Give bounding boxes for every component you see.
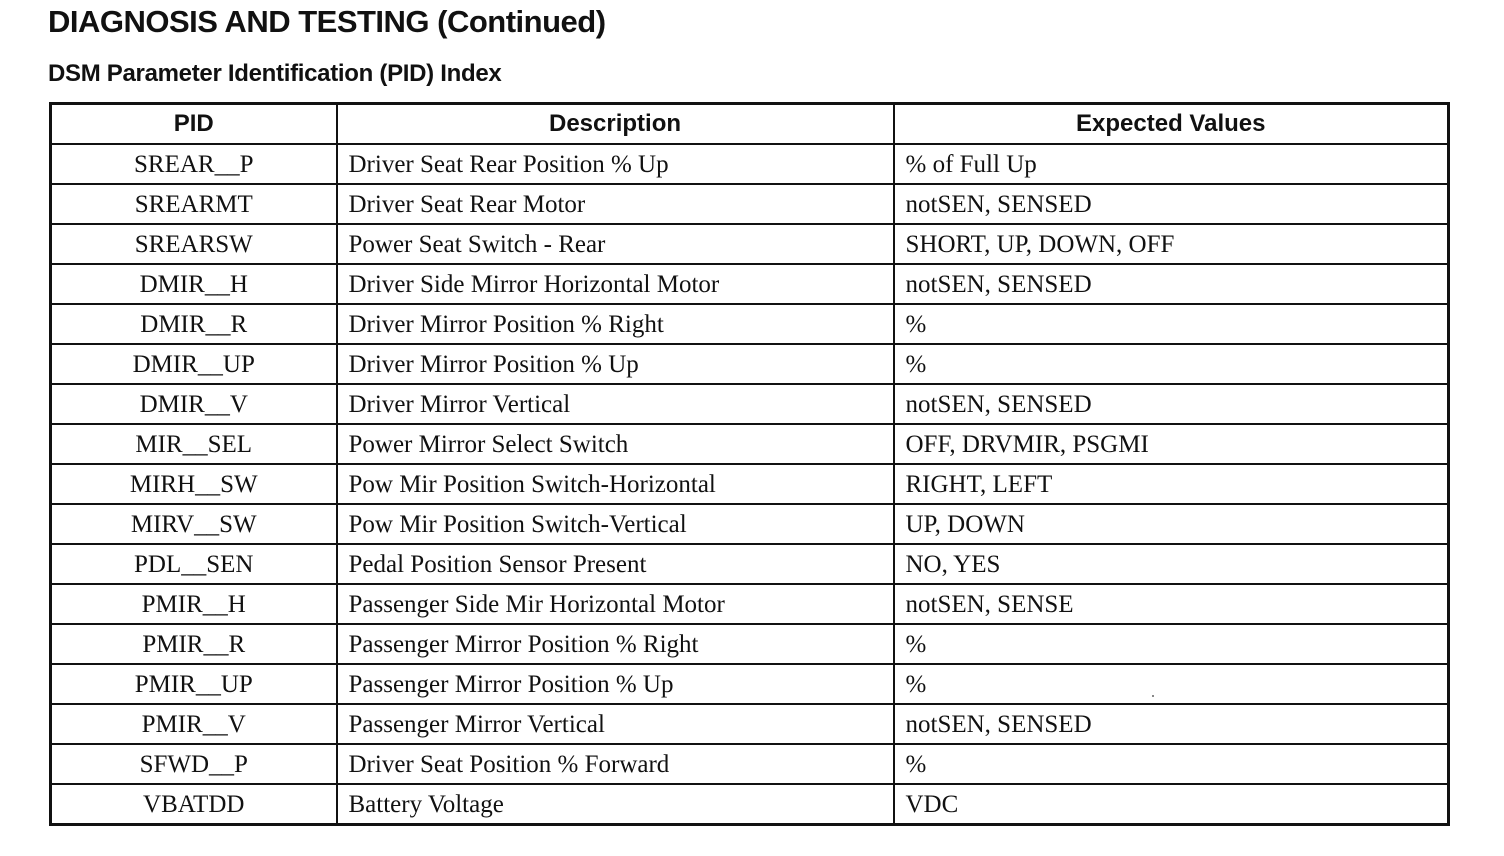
table-row bbox=[51, 584, 1449, 624]
pid-cell: PMIR__R bbox=[51, 624, 337, 664]
expected-values-cell: % bbox=[894, 744, 1449, 784]
expected-values-cell: SHORT, UP, DOWN, OFF bbox=[894, 224, 1449, 264]
description-cell: Pedal Position Sensor Present bbox=[337, 544, 894, 584]
pid-cell: DMIR__H bbox=[51, 264, 337, 304]
column-header-description: Description bbox=[337, 104, 894, 145]
description-cell: Passenger Mirror Position % Right bbox=[337, 624, 894, 664]
expected-values-cell: notSEN, SENSED bbox=[894, 184, 1449, 224]
pid-cell: DMIR__V bbox=[51, 384, 337, 424]
expected-values-cell: % of Full Up bbox=[894, 144, 1449, 184]
pid-cell: PMIR__H bbox=[51, 584, 337, 624]
pid-cell: SREAR__P bbox=[51, 144, 337, 184]
table-row bbox=[51, 264, 1449, 304]
description-cell: Passenger Side Mir Horizontal Motor bbox=[337, 584, 894, 624]
description-cell: Driver Seat Rear Motor bbox=[337, 184, 894, 224]
description-cell: Driver Mirror Position % Up bbox=[337, 344, 894, 384]
table-row bbox=[51, 184, 1449, 224]
table-row bbox=[51, 344, 1449, 384]
table-row bbox=[51, 424, 1449, 464]
expected-values-cell: VDC bbox=[894, 784, 1449, 825]
expected-values-cell: notSEN, SENSED bbox=[894, 704, 1449, 744]
description-cell: Pow Mir Position Switch-Vertical bbox=[337, 504, 894, 544]
table-header-row bbox=[51, 104, 1449, 145]
description-cell: Battery Voltage bbox=[337, 784, 894, 825]
description-cell: Driver Mirror Position % Right bbox=[337, 304, 894, 344]
table-body bbox=[51, 144, 1449, 825]
description-cell: Driver Seat Rear Position % Up bbox=[337, 144, 894, 184]
expected-values-cell: RIGHT, LEFT bbox=[894, 464, 1449, 504]
table-row bbox=[51, 304, 1449, 344]
pid-cell: SREARSW bbox=[51, 224, 337, 264]
page-title: DIAGNOSIS AND TESTING (Continued) bbox=[48, 4, 606, 39]
expected-values-cell: OFF, DRVMIR, PSGMI bbox=[894, 424, 1449, 464]
table-row bbox=[51, 464, 1449, 504]
expected-values-cell: UP, DOWN bbox=[894, 504, 1449, 544]
pid-cell: PDL__SEN bbox=[51, 544, 337, 584]
column-header-expected-values: Expected Values bbox=[894, 104, 1449, 145]
table-row bbox=[51, 384, 1449, 424]
expected-values-cell: % bbox=[894, 624, 1449, 664]
pid-cell: MIRH__SW bbox=[51, 464, 337, 504]
table-row bbox=[51, 144, 1449, 184]
table-row bbox=[51, 744, 1449, 784]
pid-cell: VBATDD bbox=[51, 784, 337, 825]
pid-cell: DMIR__R bbox=[51, 304, 337, 344]
expected-values-cell: notSEN, SENSED bbox=[894, 384, 1449, 424]
table-row bbox=[51, 224, 1449, 264]
description-cell: Driver Mirror Vertical bbox=[337, 384, 894, 424]
expected-values-cell: notSEN, SENSED bbox=[894, 264, 1449, 304]
pid-cell: SFWD__P bbox=[51, 744, 337, 784]
pid-cell: PMIR__UP bbox=[51, 664, 337, 704]
pid-cell: PMIR__V bbox=[51, 704, 337, 744]
pid-cell: SREARMT bbox=[51, 184, 337, 224]
table-row bbox=[51, 704, 1449, 744]
pid-cell: MIRV__SW bbox=[51, 504, 337, 544]
table-row bbox=[51, 624, 1449, 664]
expected-values-cell: % bbox=[894, 344, 1449, 384]
pid-cell: DMIR__UP bbox=[51, 344, 337, 384]
description-cell: Pow Mir Position Switch-Horizontal bbox=[337, 464, 894, 504]
pid-cell: MIR__SEL bbox=[51, 424, 337, 464]
table-row bbox=[51, 664, 1449, 704]
pid-index-table bbox=[49, 102, 1450, 826]
description-cell: Power Mirror Select Switch bbox=[337, 424, 894, 464]
column-header-pid: PID bbox=[51, 104, 337, 145]
expected-values-cell: NO, YES bbox=[894, 544, 1449, 584]
scan-speck bbox=[1152, 695, 1154, 697]
table-row bbox=[51, 544, 1449, 584]
description-cell: Passenger Mirror Position % Up bbox=[337, 664, 894, 704]
table-row bbox=[51, 504, 1449, 544]
table-row bbox=[51, 784, 1449, 825]
description-cell: Driver Side Mirror Horizontal Motor bbox=[337, 264, 894, 304]
expected-values-cell: % bbox=[894, 304, 1449, 344]
section-title: DSM Parameter Identification (PID) Index bbox=[48, 60, 502, 87]
description-cell: Power Seat Switch - Rear bbox=[337, 224, 894, 264]
description-cell: Driver Seat Position % Forward bbox=[337, 744, 894, 784]
expected-values-cell: % bbox=[894, 664, 1449, 704]
expected-values-cell: notSEN, SENSE bbox=[894, 584, 1449, 624]
description-cell: Passenger Mirror Vertical bbox=[337, 704, 894, 744]
